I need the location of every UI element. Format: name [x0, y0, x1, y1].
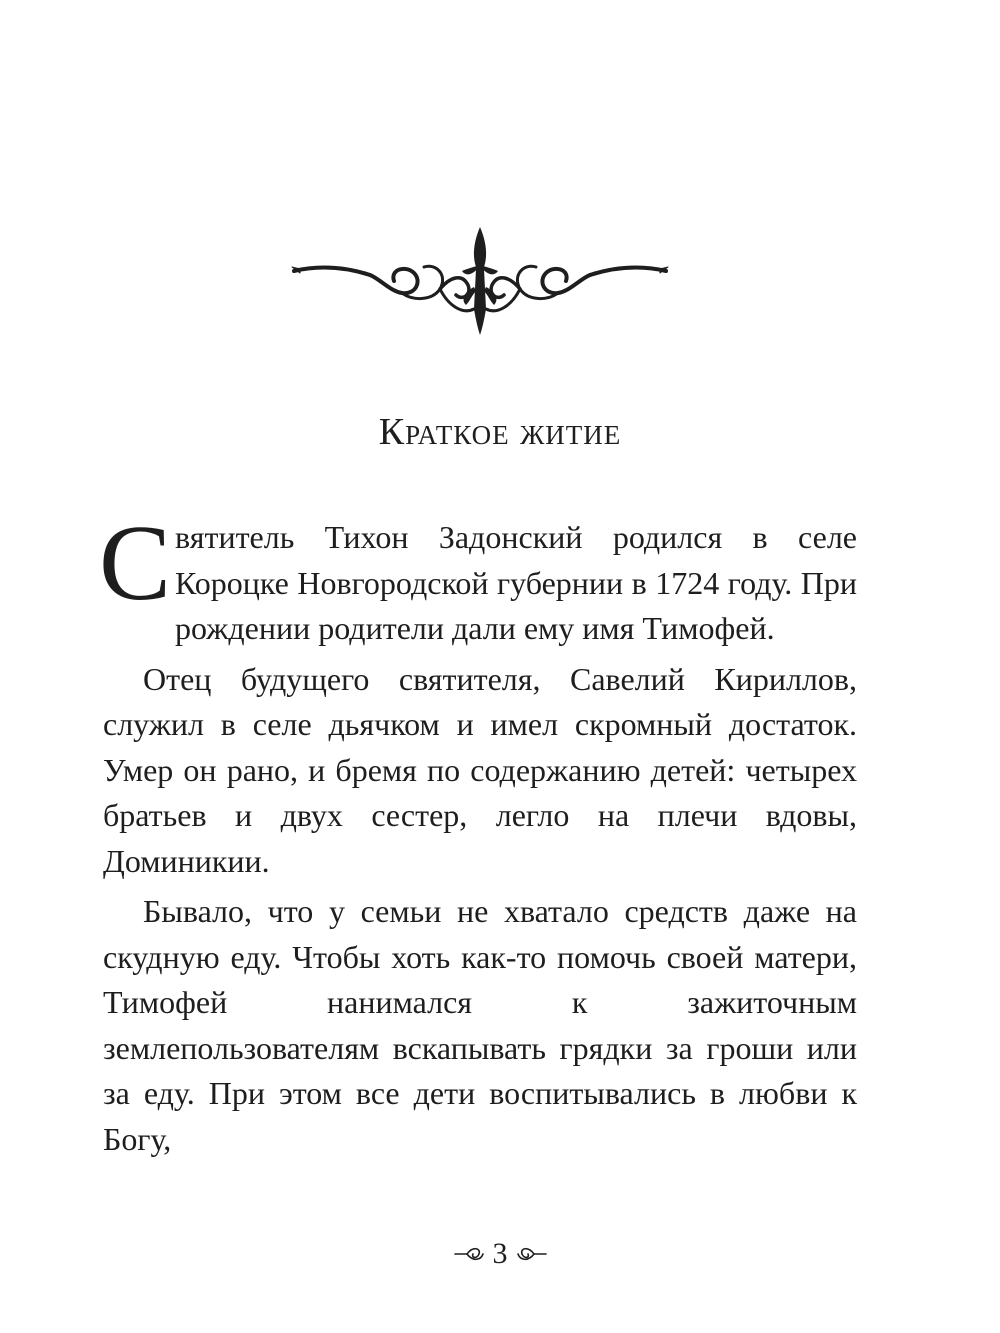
paragraph-text: Отец будущего святителя, Савелий Кириллов, служил в селе дьячком и имел скромный достаток. Умер он рано, и бремя по содержанию детей: четырех братьев и двух сестер, легло на плечи вдовы, Доминикии.	[103, 660, 857, 879]
decorative-vignette-icon	[290, 225, 670, 337]
drop-cap: С	[99, 504, 172, 623]
page-footer	[0, 1234, 1000, 1274]
paragraph	[103, 889, 857, 1162]
chapter-title: Краткое житие	[378, 411, 622, 453]
paragraph	[103, 657, 857, 885]
flourish-icon	[514, 1244, 548, 1264]
paragraph-text: Бывало, что у семьи не хватало средств даже на скудную еду. Чтобы хоть как-то помочь своей матери, Тимофей нанимался к зажиточным землепользователям вскапывать грядки за гроши или за еду. При этом все дети воспитывались в любви к Богу,	[103, 893, 857, 1157]
body-text	[99, 504, 857, 1167]
page-number: 3	[492, 1237, 508, 1270]
paragraph-text: вятитель Тихон Задонский родился в селе Короцке Новгородской губернии в 1724 году. При рождении родители дали ему имя Тимофей.	[175, 519, 857, 646]
paragraph	[99, 504, 857, 652]
flourish-icon	[453, 1244, 487, 1264]
